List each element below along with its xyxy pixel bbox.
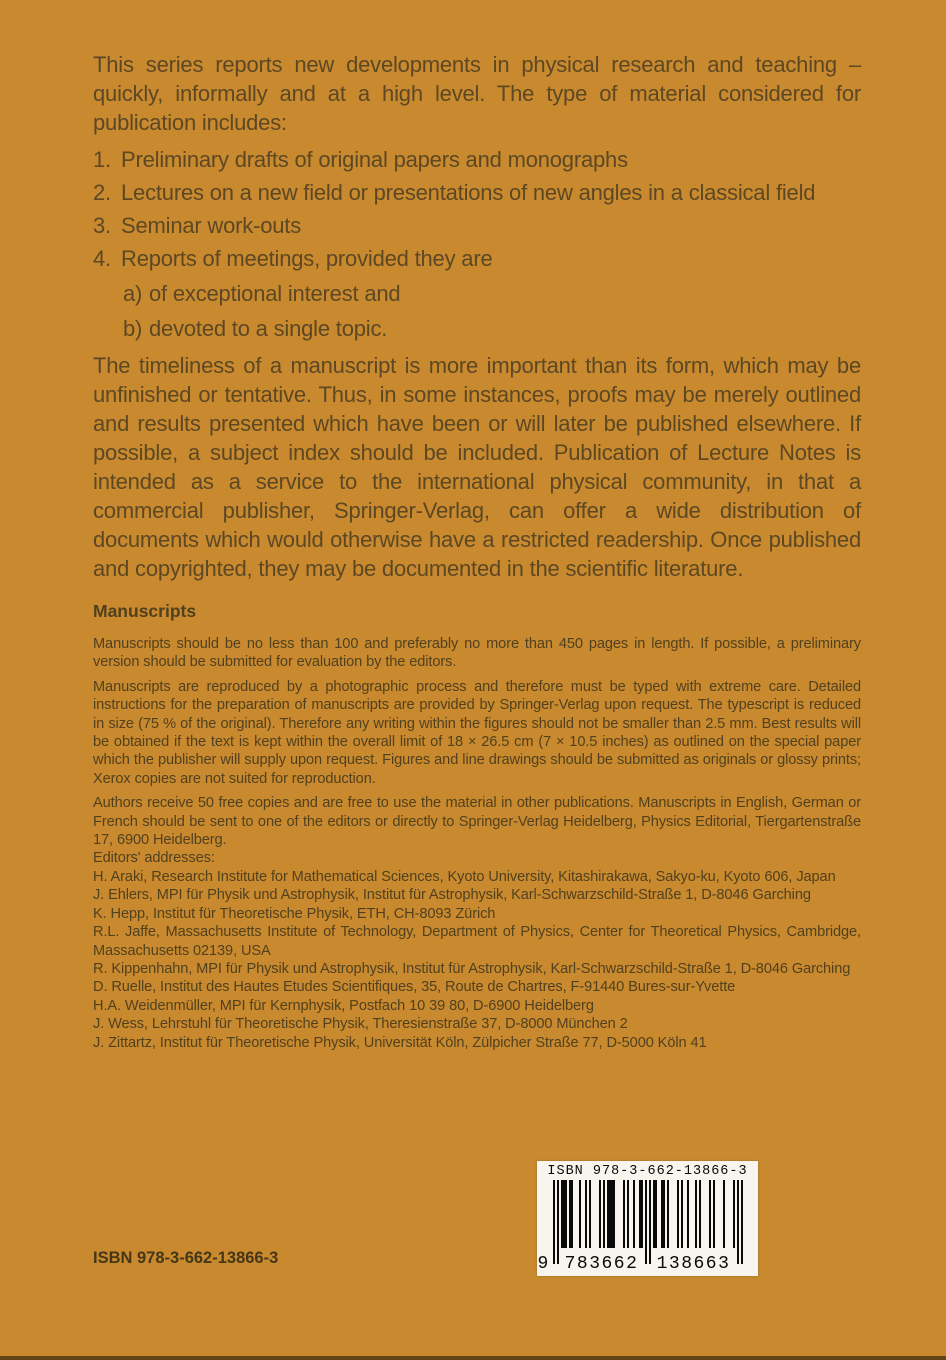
sublist-item-a xyxy=(123,279,861,308)
barcode-digit-left: 9 xyxy=(537,1254,549,1274)
publication-types-list xyxy=(93,145,861,343)
list-item-text: Seminar work-outs xyxy=(121,213,301,238)
barcode-bars-area xyxy=(537,1180,743,1274)
list-item-number: 2. xyxy=(93,180,111,205)
ean13-barcode xyxy=(553,1180,743,1264)
editor-entry-weidenmueller: H.A. Weidenmüller, MPI für Kernphysik, Postfach 10 39 80, D-6900 Heidelberg xyxy=(93,997,594,1014)
list-item-number: 4. xyxy=(93,246,111,271)
editor-entry-araki: H. Araki, Research Institute for Mathematical Sciences, Kyoto University, Kitashirakawa, Sakyo-ku, Kyoto 606, Japan xyxy=(93,868,836,885)
list-item-1 xyxy=(93,145,861,174)
manuscripts-paragraph-2: Manuscripts are reproduced by a photographic process and therefore must be typed with extreme care. Detailed instructions for the preparation of manuscripts are provided by Springer-Verlag upon request. The typescript is reduced in size (75 % of the original). Therefore any writing within the figures should not be smaller than 2.5 mm. Best results will be obtained if the text is kept within the overall limit of 18 × 26.5 cm (7 × 10.5 inches) as outlined on the special paper which the publisher will supply upon request. Figures and line drawings should be submitted as originals or glossy prints; Xerox copies are not suited for reproduction. xyxy=(93,678,861,787)
sublist-item-text: devoted to a single topic. xyxy=(149,316,388,341)
list-item-text: Reports of meetings, provided they are xyxy=(121,246,493,271)
editor-entry-ruelle: D. Ruelle, Institut des Hautes Etudes Scientifiques, 35, Route de Chartres, F-91440 Bures-sur-Yvette xyxy=(93,979,736,996)
editor-entry-wess: J. Wess, Lehrstuhl für Theoretische Physik, Theresienstraße 37, D-8000 München 2 xyxy=(93,1016,628,1033)
manuscripts-heading: Manuscripts xyxy=(93,601,197,621)
manuscripts-paragraph-3: Authors receive 50 free copies and are free to use the material in other publications. Manuscripts in English, German or French should be sent to one of the editors or directly to Springer-Verlag Heidelberg, Physics Editorial, Tiergartenstraße 17, 6900 Heidelberg. xyxy=(93,795,861,849)
list-item-number: 3. xyxy=(93,213,111,238)
barcode-digit-group2: 138663 xyxy=(656,1254,731,1274)
list-item-text: Lectures on a new field or presentations of new angles in a classical field xyxy=(121,180,816,205)
sublist-item-text: of exceptional interest and xyxy=(149,281,401,306)
barcode-digit-group1: 783662 xyxy=(564,1254,639,1274)
sublist-item-letter: a) xyxy=(123,281,143,306)
cover-text-column xyxy=(93,50,861,1052)
list-item-4 xyxy=(93,244,861,273)
editor-entry-zittartz: J. Zittartz, Institut für Theoretische Physik, Universität Köln, Zülpicher Straße 77, D-5000 Köln 41 xyxy=(93,1034,707,1051)
list-item-text: Preliminary drafts of original papers and monographs xyxy=(121,147,628,172)
editor-entry-jaffe: R.L. Jaffe, Massachusetts Institute of Technology, Department of Physics, Center for Theoretical Physics, Cambridge, Massachusetts 02139, USA xyxy=(93,924,861,959)
series-intro-paragraph: This series reports new developments in physical research and teaching – quickly, informally and at a high level. The type of material considered for publication includes: xyxy=(93,52,861,135)
sublist-item-letter: b) xyxy=(123,316,143,341)
isbn-number-bottom-left: ISBN 978-3-662-13866-3 xyxy=(93,1249,279,1267)
barcode-isbn-text: ISBN 978-3-662-13866-3 xyxy=(547,1164,748,1179)
manuscripts-paragraph-1: Manuscripts should be no less than 100 and preferably no more than 450 pages in length. If possible, a preliminary version should be submitted for evaluation by the editors. xyxy=(93,636,861,671)
editors-addresses-label: Editors' addresses: xyxy=(93,850,215,867)
list-item-number: 1. xyxy=(93,147,111,172)
list-item-3 xyxy=(93,211,861,240)
cover-bottom-edge xyxy=(0,1356,946,1360)
editor-entry-kippenhahn: R. Kippenhahn, MPI für Physik und Astrophysik, Institut für Astrophysik, Karl-Schwarzschild-Straße 1, D-8046 Garching xyxy=(93,960,851,977)
editor-entry-hepp: K. Hepp, Institut für Theoretische Physik, ETH, CH-8093 Zürich xyxy=(93,905,496,922)
timeliness-paragraph: The timeliness of a manuscript is more important than its form, which may be unfinished or tentative. Thus, in some instances, proofs may be merely outlined and results presented which have been or will later be published elsewhere. If possible, a subject index should be included. Publication of Lecture Notes is intended as a service to the international physical community, in that a commercial publisher, Springer-Verlag, can offer a wide distribution of documents which would otherwise have a restricted readership. Once published and copyrighted, they may be documented in the scientific literature. xyxy=(93,353,861,581)
editor-entry-ehlers: J. Ehlers, MPI für Physik und Astrophysik, Institut für Astrophysik, Karl-Schwarzschild-Straße 1, D-8046 Garching xyxy=(93,887,811,904)
list-item-2 xyxy=(93,178,861,207)
sublist-item-b xyxy=(123,314,861,343)
isbn-barcode-label xyxy=(537,1161,758,1276)
